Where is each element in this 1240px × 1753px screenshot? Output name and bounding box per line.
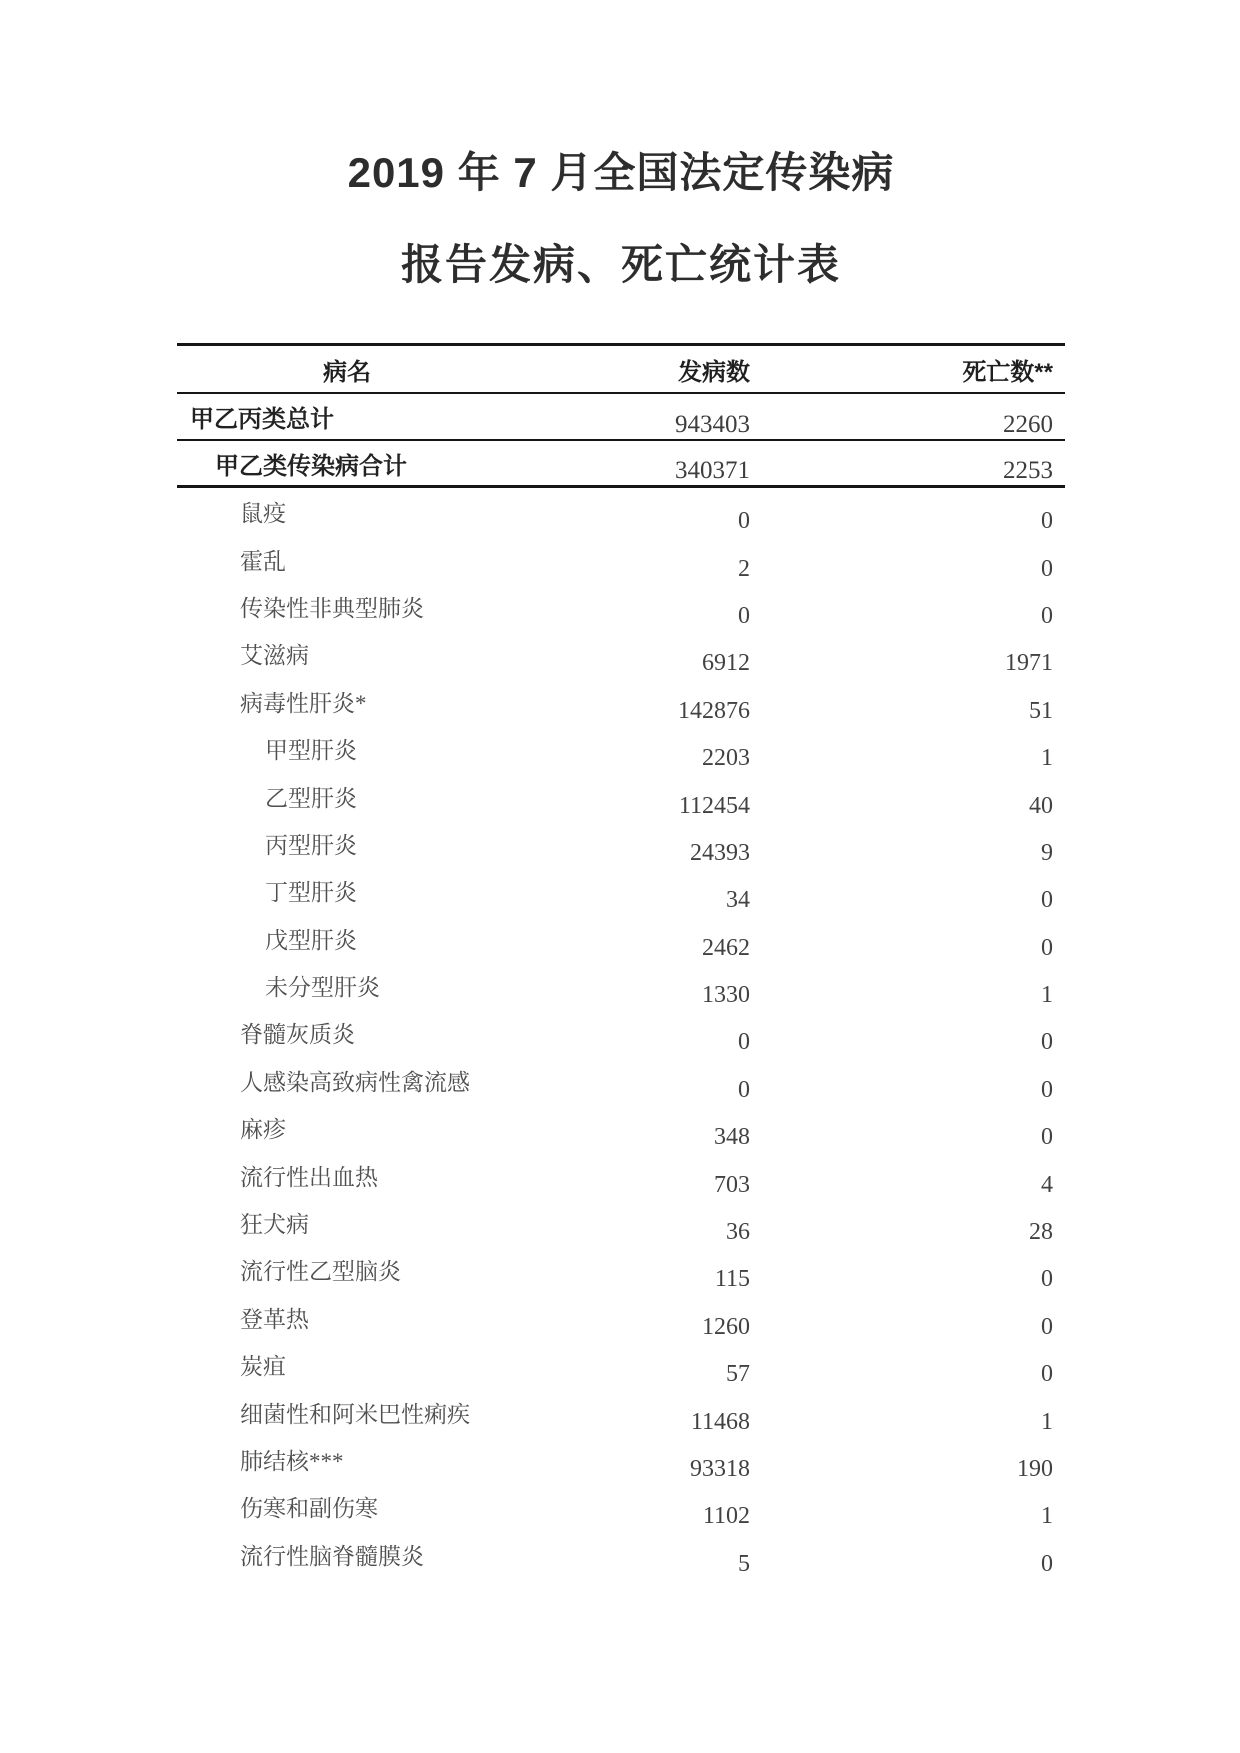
disease-name: 流行性乙型脑炎 bbox=[240, 1259, 401, 1285]
cases-value: 5 bbox=[738, 1550, 750, 1577]
deaths-value: 0 bbox=[1041, 1076, 1053, 1103]
cases-value: 348 bbox=[714, 1124, 750, 1151]
deaths-value: 9 bbox=[1041, 839, 1053, 866]
disease-row bbox=[177, 630, 1065, 677]
disease-name: 戊型肝炎 bbox=[265, 927, 357, 953]
disease-row bbox=[177, 1009, 1065, 1056]
deaths-value: 28 bbox=[1029, 1219, 1053, 1246]
disease-name: 细菌性和阿米巴性痢疾 bbox=[240, 1401, 470, 1427]
disease-row bbox=[177, 1151, 1065, 1198]
disease-name: 伤寒和副伤寒 bbox=[240, 1496, 378, 1522]
cases-value: 0 bbox=[738, 508, 750, 535]
disease-name: 未分型肝炎 bbox=[265, 975, 380, 1001]
document-title bbox=[177, 150, 1065, 288]
cases-value: 34 bbox=[726, 887, 750, 914]
disease-name: 鼠疫 bbox=[240, 501, 286, 527]
deaths-value: 0 bbox=[1041, 602, 1053, 629]
disease-name: 丙型肝炎 bbox=[265, 832, 357, 858]
disease-name: 病毒性肝炎* bbox=[240, 690, 367, 716]
cases-value: 24393 bbox=[690, 839, 750, 866]
cases-value: 57 bbox=[726, 1361, 750, 1388]
disease-row bbox=[177, 962, 1065, 1009]
deaths-value: 0 bbox=[1041, 555, 1053, 582]
disease-rows-section bbox=[177, 488, 1065, 1578]
cases-value: 0 bbox=[738, 602, 750, 629]
deaths-value: 2253 bbox=[1003, 457, 1053, 484]
deaths-value: 0 bbox=[1041, 1124, 1053, 1151]
cases-value: 0 bbox=[738, 1076, 750, 1103]
statistics-table bbox=[177, 343, 1065, 1578]
disease-row bbox=[177, 725, 1065, 772]
cases-value: 36 bbox=[726, 1219, 750, 1246]
deaths-value: 0 bbox=[1041, 1266, 1053, 1293]
disease-name: 甲乙丙类总计 bbox=[190, 406, 334, 433]
document-title-line-2: 报告发病、死亡统计表 bbox=[400, 241, 841, 288]
deaths-value: 0 bbox=[1041, 1361, 1053, 1388]
summary-row-total-ab bbox=[177, 441, 1065, 485]
deaths-value: 1 bbox=[1041, 1503, 1053, 1530]
deaths-value: 2260 bbox=[1003, 410, 1053, 438]
cases-value: 115 bbox=[714, 1266, 750, 1293]
cases-value: 1330 bbox=[702, 982, 750, 1009]
deaths-value: 0 bbox=[1041, 1029, 1053, 1056]
disease-name: 脊髓灰质炎 bbox=[240, 1022, 355, 1048]
disease-row bbox=[177, 678, 1065, 725]
column-header-disease-name: 病名 bbox=[323, 358, 371, 386]
cases-value: 6912 bbox=[702, 650, 750, 677]
summary-row-total-abc bbox=[177, 394, 1065, 439]
cases-value: 0 bbox=[738, 1029, 750, 1056]
cases-value: 112454 bbox=[678, 792, 750, 819]
disease-row bbox=[177, 1483, 1065, 1530]
deaths-value: 0 bbox=[1041, 508, 1053, 535]
cases-value: 703 bbox=[714, 1171, 750, 1198]
disease-row bbox=[177, 772, 1065, 819]
deaths-value: 1 bbox=[1041, 745, 1053, 772]
cases-value: 340371 bbox=[675, 457, 750, 484]
disease-name: 传染性非典型肺炎 bbox=[240, 595, 424, 621]
cases-value: 943403 bbox=[675, 410, 750, 438]
disease-row bbox=[177, 535, 1065, 582]
disease-row bbox=[177, 1199, 1065, 1246]
disease-row bbox=[177, 1531, 1065, 1578]
disease-row bbox=[177, 867, 1065, 914]
cases-value: 2 bbox=[738, 555, 750, 582]
deaths-value: 0 bbox=[1041, 1313, 1053, 1340]
deaths-value: 1971 bbox=[1005, 650, 1053, 677]
document-title-line-1: 2019 年 7 月全国法定传染病 bbox=[347, 149, 895, 196]
disease-row bbox=[177, 1294, 1065, 1341]
disease-row bbox=[177, 1388, 1065, 1435]
table-header-row bbox=[177, 346, 1065, 392]
disease-name: 甲乙类传染病合计 bbox=[215, 452, 407, 480]
deaths-value: 0 bbox=[1041, 1550, 1053, 1577]
column-header-cases: 发病数 bbox=[678, 358, 750, 386]
disease-name: 流行性脑脊髓膜炎 bbox=[240, 1543, 424, 1569]
cases-value: 1260 bbox=[702, 1313, 750, 1340]
disease-name: 人感染高致病性禽流感 bbox=[240, 1069, 470, 1095]
deaths-value: 4 bbox=[1041, 1171, 1053, 1198]
deaths-value: 190 bbox=[1017, 1456, 1053, 1482]
disease-name: 丁型肝炎 bbox=[265, 880, 357, 906]
disease-name: 炭疽 bbox=[240, 1354, 286, 1380]
column-header-deaths: 死亡数** bbox=[962, 358, 1053, 386]
disease-row bbox=[177, 820, 1065, 867]
disease-row bbox=[177, 1057, 1065, 1104]
disease-row bbox=[177, 1104, 1065, 1151]
deaths-value: 0 bbox=[1041, 887, 1053, 914]
disease-name: 登革热 bbox=[240, 1306, 309, 1332]
cases-value: 142876 bbox=[678, 697, 750, 724]
cases-value: 2203 bbox=[702, 745, 750, 772]
disease-name: 流行性出血热 bbox=[240, 1164, 378, 1190]
disease-row bbox=[177, 1341, 1065, 1388]
cases-value: 11468 bbox=[690, 1408, 750, 1435]
deaths-value: 51 bbox=[1029, 697, 1053, 724]
disease-row bbox=[177, 583, 1065, 630]
disease-name: 狂犬病 bbox=[240, 1212, 309, 1238]
cases-value: 2462 bbox=[702, 934, 750, 961]
deaths-value: 40 bbox=[1029, 792, 1053, 819]
disease-row bbox=[177, 1246, 1065, 1293]
disease-row bbox=[177, 488, 1065, 535]
deaths-value: 1 bbox=[1041, 982, 1053, 1009]
deaths-value: 0 bbox=[1041, 934, 1053, 961]
disease-name: 霍乱 bbox=[240, 548, 286, 574]
disease-name: 甲型肝炎 bbox=[265, 738, 357, 764]
disease-row bbox=[177, 1436, 1065, 1483]
disease-name: 肺结核*** bbox=[240, 1449, 344, 1474]
disease-row bbox=[177, 915, 1065, 962]
deaths-value: 1 bbox=[1041, 1408, 1053, 1435]
disease-name: 麻疹 bbox=[240, 1117, 286, 1143]
disease-name: 乙型肝炎 bbox=[265, 785, 357, 811]
cases-value: 93318 bbox=[690, 1456, 750, 1482]
disease-name: 艾滋病 bbox=[240, 643, 309, 669]
cases-value: 1102 bbox=[702, 1503, 750, 1530]
